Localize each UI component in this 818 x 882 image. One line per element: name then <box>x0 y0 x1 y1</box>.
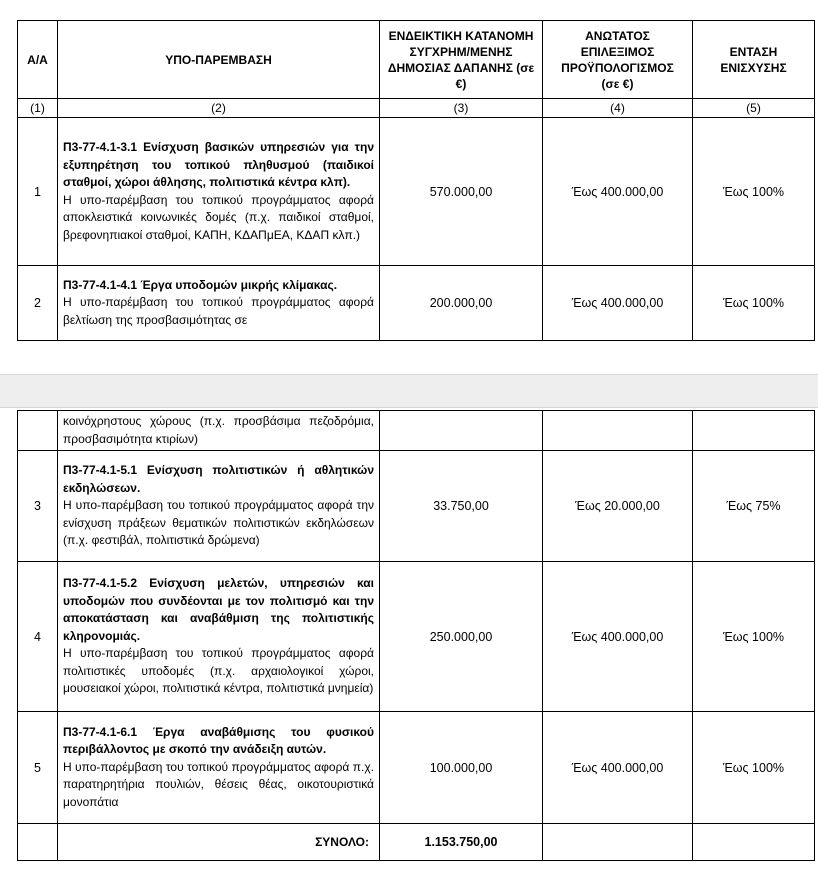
row-intensity: Έως 100% <box>693 712 815 824</box>
header-budget: ΑΝΩΤΑΤΟΣ ΕΠΙΛΕΞΙΜΟΣ ΠΡΟΫΠΟΛΟΓΙΣΜΟΣ (σε €) <box>543 21 693 99</box>
row-text: Η υπο-παρέμβαση του τοπικού προγράμματος αφορά βελτίωση της προσβασιμότητας σε <box>63 295 374 327</box>
row-aa: 3 <box>18 451 58 562</box>
funding-table-part-2 <box>17 410 815 861</box>
col-number-2: (2) <box>58 99 380 118</box>
table-row <box>18 451 815 562</box>
row-text: Η υπο-παρέμβαση του τοπικού προγράμματος αφορά την ενίσχυση πράξεων θεματικών πολιτιστικών εκδηλώσεων (π.χ. φεστιβάλ, πολιτιστικά δρώμενα) <box>63 498 374 548</box>
header-intensity: ΕΝΤΑΣΗ ΕΝΙΣΧΥΣΗΣ <box>693 21 815 99</box>
col-number-3: (3) <box>380 99 543 118</box>
column-number-row <box>18 99 815 118</box>
row-title: Π3-77-4.1-5.2 Ενίσχυση μελετών, υπηρεσιών και υποδομών που συνδέονται με τον πολιτισμό και την αποκατάσταση και αναβάθμιση της πολιτιστικής κληρονομιάς. <box>63 576 374 643</box>
row-aa: 2 <box>18 266 58 341</box>
table-row <box>18 712 815 824</box>
row-title: Π3-77-4.1-5.1 Ενίσχυση πολιτιστικών ή αθλητικών εκδηλώσεων. <box>63 463 374 495</box>
row-aa: 1 <box>18 118 58 266</box>
row-budget: Έως 400.000,00 <box>543 712 693 824</box>
row-spending: 200.000,00 <box>380 266 543 341</box>
header-action: ΥΠΟ-ΠΑΡΕΜΒΑΣΗ <box>58 21 380 99</box>
funding-table-part-1 <box>17 20 815 341</box>
row-title: Π3-77-4.1-4.1 Έργα υποδομών μικρής κλίμακας. <box>63 277 338 292</box>
row-description <box>58 266 380 341</box>
row-description <box>58 712 380 824</box>
total-label: ΣΥΝΟΛΟ: <box>58 824 380 861</box>
table-header-row <box>18 21 815 99</box>
row-intensity: Έως 100% <box>693 562 815 712</box>
row-intensity: Έως 100% <box>693 266 815 341</box>
header-spending: ΕΝΔΕΙΚΤΙΚΗ ΚΑΤΑΝΟΜΗ ΣΥΓΧΡΗΜ/ΜΕΝΗΣ ΔΗΜΟΣΙΑΣ ΔΑΠΑΝΗΣ (σε €) <box>380 21 543 99</box>
row-intensity: Έως 75% <box>693 451 815 562</box>
row-text: Η υπο-παρέμβαση του τοπικού προγράμματος αφορά αποκλειστικά κοινωνικές δομές (π.χ. παιδικοί σταθμοί, βρεφονηπιακοί σταθμοί, ΚΑΠΗ, ΚΔΑΠμΕΑ, ΚΔΑΠ κλπ.) <box>63 192 374 242</box>
total-value: 1.153.750,00 <box>380 824 543 861</box>
col-number-1: (1) <box>18 99 58 118</box>
row-description <box>58 118 380 266</box>
total-row <box>18 824 815 861</box>
row-spending: 250.000,00 <box>380 562 543 712</box>
row-description <box>58 562 380 712</box>
header-aa: Α/Α <box>18 21 58 99</box>
row-text: Η υπο-παρέμβαση του τοπικού προγράμματος αφορά π.χ. παρατηρητήρια πουλιών, θέσεις θέας, οικοτουριστικά μονοπάτια <box>63 759 374 809</box>
row-budget: Έως 400.000,00 <box>543 562 693 712</box>
row-budget: Έως 400.000,00 <box>543 118 693 266</box>
row-aa: 5 <box>18 712 58 824</box>
row-spending: 100.000,00 <box>380 712 543 824</box>
table-row <box>18 266 815 341</box>
row-budget: Έως 400.000,00 <box>543 266 693 341</box>
row-title: Π3-77-4.1-6.1 Έργα αναβάθμισης του φυσικού περιβάλλοντος με σκοπό την ανάδειξη αυτών. <box>63 724 374 757</box>
row-budget: Έως 20.000,00 <box>543 451 693 562</box>
row-description <box>58 451 380 562</box>
col-number-5: (5) <box>693 99 815 118</box>
col-number-4: (4) <box>543 99 693 118</box>
row-text-continued: κοινόχρηστους χώρους (π.χ. προσβάσιμα πεζοδρόμια, προσβασιμότητα κτιρίων) <box>58 411 380 451</box>
row-aa: 4 <box>18 562 58 712</box>
row-text: Η υπο-παρέμβαση του τοπικού προγράμματος αφορά πολιτιστικές υποδομές (π.χ. αρχαιολογικοί χώροι, μουσειακοί χώροι, πολιτιστικά κέντρα, πολιτιστικά μνημεία) <box>63 646 374 696</box>
row-spending: 33.750,00 <box>380 451 543 562</box>
table-row-continued <box>18 411 815 451</box>
table-row <box>18 118 815 266</box>
table-row <box>18 562 815 712</box>
row-title: Π3-77-4.1-3.1 Ενίσχυση βασικών υπηρεσιών για την εξυπηρέτηση του τοπικού πληθυσμού (παιδικοί σταθμοί, χώροι άθλησης, πολιτιστικά κέντρα κλπ). <box>63 140 374 189</box>
row-intensity: Έως 100% <box>693 118 815 266</box>
page-break <box>0 374 818 408</box>
row-spending: 570.000,00 <box>380 118 543 266</box>
